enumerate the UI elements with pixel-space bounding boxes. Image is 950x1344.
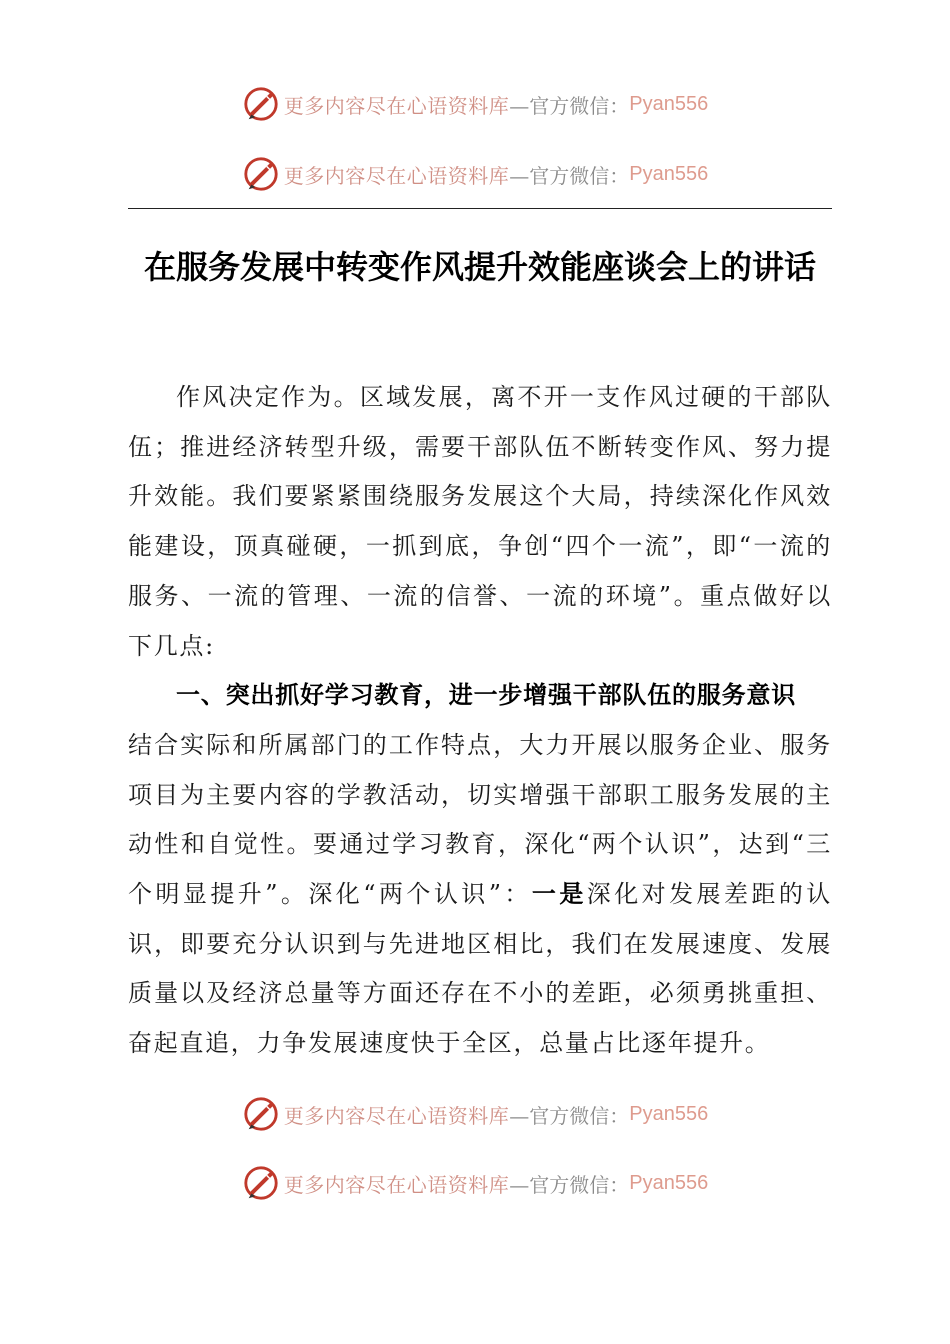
watermark-text: 更多内容尽在心语资料库 (283, 163, 510, 188)
document-body (128, 373, 832, 1069)
watermark-banner (0, 154, 950, 194)
section-paragraph (128, 721, 832, 1069)
pen-nib-logo-icon (242, 1164, 280, 1202)
pen-nib-logo-icon (242, 155, 280, 193)
watermark-banner (0, 1094, 950, 1134)
intro-paragraph: 作风决定作为。区域发展，离不开一支作风过硬的干部队伍；推进经济转型升级，需要干部队伍不断转变作风、努力提升效能。我们要紧紧围绕服务发展这个大局，持续深化作风效能建设，顶真碰硬，一抓到底，争创“四个一流”，即“一流的服务、一流的管理、一流的信誉、一流的环境”。重点做好以下几点: (128, 383, 832, 660)
watermark-account: Pyan556 (629, 1102, 709, 1125)
watermark-separator: —官方微信： (509, 1172, 630, 1197)
bold-marker: 一是 (531, 880, 587, 909)
document-title: 在服务发展中转变作风提升效能座谈会上的讲话 (143, 248, 816, 286)
watermark-banner (0, 1163, 950, 1203)
watermark-text: 更多内容尽在心语资料库 (283, 93, 510, 118)
watermark-separator: —官方微信： (509, 163, 630, 188)
watermark-text: 更多内容尽在心语资料库 (283, 1103, 510, 1128)
watermark-banner (0, 84, 950, 124)
watermark-account: Pyan556 (629, 1171, 709, 1194)
section-text-part2: 深化对发展差距的认识，即要充分认识到与先进地区相比，我们在发展速度、发展质量以及经济总量等方面还存在不小的差距，必须勇挑重担、奋起直追，力争发展速度快于全区，总量占比逐年提升。 (128, 880, 832, 1058)
watermark-separator: —官方微信： (509, 1103, 630, 1128)
section-heading: 一、突出抓好学习教育，进一步增强干部队伍的服务意识 (176, 681, 796, 710)
watermark-account: Pyan556 (629, 92, 709, 115)
header-divider (128, 208, 832, 209)
pen-nib-logo-icon (242, 1095, 280, 1133)
watermark-text: 更多内容尽在心语资料库 (283, 1172, 510, 1197)
watermark-separator: —官方微信： (509, 93, 630, 118)
pen-nib-logo-icon (242, 85, 280, 123)
watermark-account: Pyan556 (629, 162, 709, 185)
section-text-part1: 结合实际和所属部门的工作特点，大力开展以服务企业、服务项目为主要内容的学教活动，切实增强干部职工服务发展的主动性和自觉性。要通过学习教育，深化“两个认识”，达到“三个明显提升”。深化“两个认识”： (128, 730, 832, 909)
